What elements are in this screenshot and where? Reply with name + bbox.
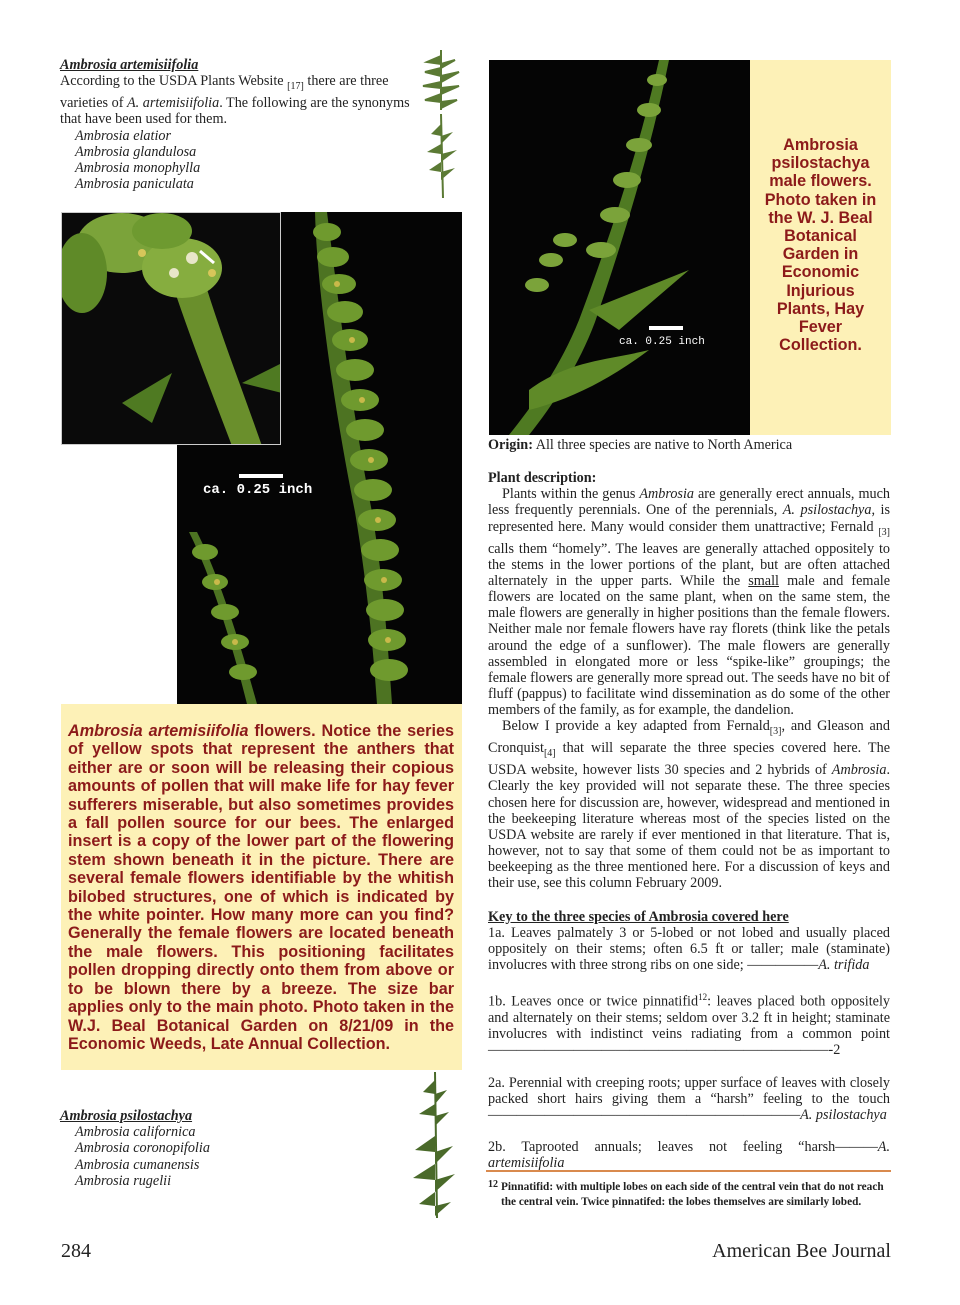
key-text: : leaves placed both oppositely and alternately on their stems; seldom over 3.2 ft in height; staminate involucres with indistinct veins radiating from a common point————————————————————————-2 bbox=[488, 993, 890, 1059]
intro-text: there are three varieties of bbox=[60, 73, 389, 112]
key-text: 2b. Taprooted annuals; leaves not feeling “harsh——— bbox=[488, 1139, 878, 1155]
key-item-1a bbox=[488, 925, 890, 973]
description-paragraph bbox=[488, 486, 890, 718]
intro-text: According to the USDA Plants Website bbox=[60, 73, 288, 90]
citation-ref: [17] bbox=[287, 81, 304, 93]
leaf-illustration bbox=[415, 48, 467, 198]
synonyms-artemisiifolia bbox=[60, 57, 422, 192]
synonym-item: Ambrosia elatior bbox=[75, 127, 172, 144]
synonym-item: Ambrosia californica bbox=[75, 1124, 196, 1141]
species-name: A. psilostachya bbox=[782, 502, 872, 519]
synonym-item: Ambrosia paniculata bbox=[75, 176, 194, 193]
origin-text: All three species are native to North America bbox=[532, 437, 793, 453]
psilostachya-graphic bbox=[489, 60, 750, 435]
key-item-2b bbox=[488, 1139, 890, 1171]
description-heading: Plant description: bbox=[488, 470, 597, 487]
footnote-number: 12 bbox=[488, 1179, 498, 1190]
inset-photo bbox=[61, 212, 281, 445]
footnote-text: Pinnatifid: with multiple lobes on each side of the central vein that do not reach the central vein. Twice pinnatifed: the lobes themselves are similarly lobed. bbox=[501, 1181, 884, 1208]
genus-name: Ambrosia bbox=[831, 762, 887, 779]
caption-text: flowers. Notice the series of yellow spots that represent the anthers that either are or soon will be releasing their copious amounts of pollen that will make life for hay fever sufferers miserable, but also sometimes provides a fall pollen source for our bees. The enlarged insert is a copy of the lower part of the flowering stem shown beneath it in the picture. There are several female flowers identifiable by the whitish bilobed structures, one of which is indicated by the white pointer. How many more can you find? Generally the female flowers are located beneath the male flowers. This positioning facilitates pollen dropping directly onto them from above or to be blown there by a breeze. The size bar applies only to the main photo. Photo taken in the W.J. Beal Botanical Garden on 8/21/09 in the Economic Weeds, Late Annual Collection. bbox=[68, 722, 454, 1053]
scale-bar-label: ca. 0.25 inch bbox=[203, 482, 313, 498]
underlined-word: small bbox=[748, 572, 779, 589]
leaf-illustration bbox=[405, 1070, 465, 1220]
genus-name: Ambrosia bbox=[639, 486, 694, 503]
synonyms-psilostachya bbox=[60, 1108, 360, 1189]
key-result: A. psilostachya bbox=[800, 1106, 887, 1123]
psilostachya-photo bbox=[489, 60, 750, 435]
origin-line bbox=[488, 437, 890, 453]
key-heading: Key to the three species of Ambrosia covered here bbox=[488, 908, 789, 925]
synonym-item: Ambrosia glandulosa bbox=[75, 143, 197, 160]
synonym-item: Ambrosia cumanensis bbox=[75, 1156, 200, 1173]
footnote-ref: 12 bbox=[698, 992, 708, 1003]
body-text: are generally erect annuals, much less frequently perennials. One of the perennials, bbox=[488, 486, 890, 519]
article-body bbox=[488, 437, 890, 1171]
photo-caption-left bbox=[61, 704, 462, 1070]
key-result: A. artemisiifolia bbox=[488, 1139, 890, 1172]
citation-ref: [3] bbox=[769, 726, 782, 738]
intro-text: . The following are the synonyms that have been used for them. bbox=[60, 95, 410, 128]
journal-name: American Bee Journal bbox=[712, 1240, 891, 1262]
key-item-2a bbox=[488, 1075, 890, 1123]
species-heading: Ambrosia artemisiifolia bbox=[60, 57, 199, 73]
body-text: that will separate the three species covered here. The USDA website, however lists 30 species and 2 hybrids of bbox=[488, 740, 890, 779]
body-text: . Clearly the key provided will not separate these. The three species chosen here for discussion are, however, widespread and mentioned in the beekeeping literature whereas most of the species listed on the USDA website are rarely if ever mentioned in that literature. That is, however, not to say that some of them could not be as important to beekeeping as the three mentioned here. For a discussion of keys and their use, see this column February 2009. bbox=[488, 762, 890, 892]
key-text: 1a. Leaves palmately 3 or 5-lobed or not lobed and usually placed oppositely on their stems; often 6.5 ft or taller; male (staminate) involucres with three strong ribs on one side; ————— bbox=[488, 924, 890, 974]
key-intro-paragraph bbox=[488, 718, 890, 891]
citation-ref: [4] bbox=[543, 748, 556, 760]
caption-species: Ambrosia artemisiifolia bbox=[68, 722, 249, 740]
key-result: A. trifida bbox=[818, 957, 870, 974]
caption-text: Ambrosia psilostachya male flowers. Photo taken in the W. J. Beal Botanical Garden in Economic Injurious Plants, Hay Fever Collection. bbox=[764, 136, 877, 355]
inset-graphic bbox=[62, 213, 281, 445]
citation-ref: [3] bbox=[878, 526, 890, 538]
key-text: 1b. Leaves once or twice pinnatifid bbox=[488, 993, 699, 1010]
species-name: A. artemisiifolia bbox=[126, 95, 220, 112]
synonym-item: Ambrosia monophylla bbox=[75, 160, 201, 177]
origin-label: Origin: bbox=[488, 437, 533, 453]
body-text: calls them “homely”. The leaves are generally attached oppositely to the stems in the lower portions of the plant, but are often attached alternately in the upper parts. While the bbox=[488, 540, 890, 589]
body-text: , is represented here. Many would consider them unattractive; Fernald bbox=[488, 502, 890, 535]
key-item-1b bbox=[488, 989, 890, 1058]
footnote bbox=[486, 1170, 891, 1209]
key-text: 2a. Perennial with creeping roots; upper surface of leaves with closely packed short hairs giving them a “harsh” feeling to the touch —————————————————————— bbox=[488, 1074, 890, 1123]
photo-caption-right bbox=[750, 60, 891, 435]
species-heading: Ambrosia psilostachya bbox=[60, 1108, 193, 1124]
synonym-item: Ambrosia rugelii bbox=[75, 1172, 172, 1189]
body-text: , and Gleason and Cronquist bbox=[488, 718, 890, 757]
body-text: Plants within the genus bbox=[502, 486, 640, 503]
intro-paragraph bbox=[60, 73, 422, 127]
body-text: male and female flowers are located on the same plant, when on the same stem, the male flowers are generally in higher positions than the female flowers. Neither male nor female flowers have ray florets (think like the petals around the edge of a sunflower). The male flowers are generally assembled in elongated more or less “spike-like” groupings; the female flowers are generally more spread out. The seeds have no bit of fluff (pappus) to facilitate wind dissemination as do some of the other members of the family, as for example, the dandelion. bbox=[488, 572, 891, 719]
synonym-item: Ambrosia coronopifolia bbox=[75, 1140, 210, 1157]
page-number: 284 bbox=[61, 1240, 91, 1262]
scale-bar-label: ca. 0.25 inch bbox=[619, 336, 705, 348]
body-text: Below I provide a key adapted from Fernald bbox=[502, 718, 770, 735]
